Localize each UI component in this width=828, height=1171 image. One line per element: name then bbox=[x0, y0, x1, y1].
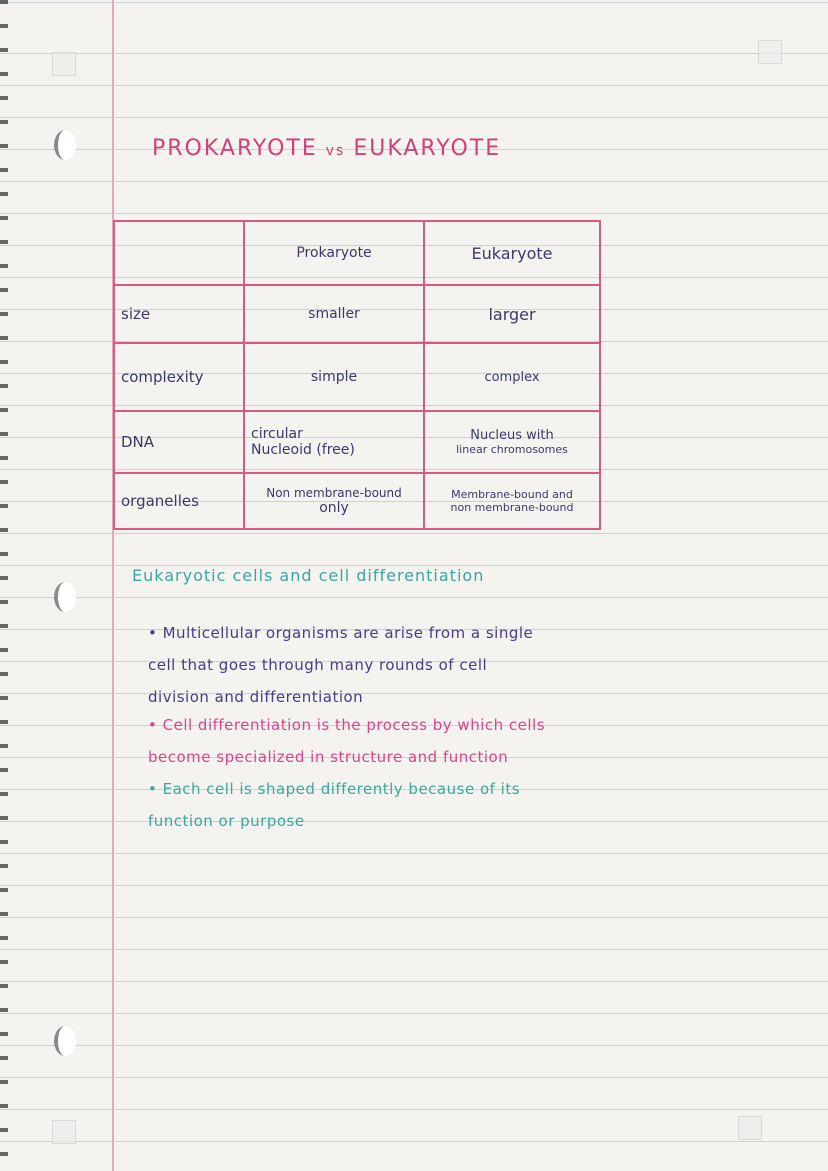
punch-hole bbox=[54, 130, 76, 160]
eukaryote-cell bbox=[424, 473, 600, 529]
comparison-table bbox=[113, 220, 601, 530]
column-header-eukaryote: Eukaryote bbox=[424, 221, 600, 285]
bullet-line: division and differentiation bbox=[148, 688, 364, 706]
cell-text: Membrane-bound and bbox=[451, 488, 573, 501]
cell-text: complex bbox=[484, 369, 540, 385]
cell-text: circular bbox=[251, 426, 303, 442]
row-label: organelles bbox=[114, 473, 244, 529]
title-left: PROKARYOTE bbox=[152, 136, 318, 161]
prokaryote-cell bbox=[244, 411, 424, 473]
cell-text: linear chromosomes bbox=[456, 443, 568, 456]
eukaryote-cell bbox=[424, 411, 600, 473]
section-heading: Eukaryotic cells and cell differentiation bbox=[132, 566, 485, 585]
prokaryote-cell bbox=[244, 473, 424, 529]
table-row bbox=[114, 285, 600, 343]
spiral-binding bbox=[0, 0, 8, 1171]
corner-mark-icon bbox=[52, 1120, 76, 1144]
title-right: EUKARYOTE bbox=[353, 136, 502, 161]
bullet-line: function or purpose bbox=[148, 812, 305, 830]
row-label: size bbox=[114, 285, 244, 343]
title-vs: vs bbox=[325, 143, 346, 159]
corner-mark-icon bbox=[758, 40, 782, 64]
bullet-line: • Each cell is shaped differently because of its bbox=[148, 780, 521, 798]
cell-text: only bbox=[319, 500, 349, 516]
margin-line bbox=[112, 0, 114, 1171]
corner-mark-icon bbox=[738, 1116, 762, 1140]
column-header-prokaryote: Prokaryote bbox=[244, 221, 424, 285]
row-label: complexity bbox=[114, 343, 244, 411]
cell-text: simple bbox=[310, 369, 358, 385]
table-row bbox=[114, 473, 600, 529]
cell-text: smaller bbox=[308, 306, 360, 322]
table-corner-cell bbox=[114, 221, 244, 285]
eukaryote-cell bbox=[424, 285, 600, 343]
page-title bbox=[152, 136, 501, 161]
cell-text: Nucleoid (free) bbox=[251, 442, 355, 458]
table-row bbox=[114, 343, 600, 411]
cell-text: larger bbox=[488, 304, 536, 324]
bullet-line: become specialized in structure and function bbox=[148, 748, 509, 766]
prokaryote-cell bbox=[244, 343, 424, 411]
bullet-line: cell that goes through many rounds of cell bbox=[148, 656, 488, 674]
eukaryote-cell bbox=[424, 343, 600, 411]
cell-text: non membrane-bound bbox=[450, 501, 574, 514]
cell-text: Non membrane-bound bbox=[266, 486, 402, 500]
bullet-line: • Cell differentiation is the process by which cells bbox=[148, 716, 546, 734]
row-label: DNA bbox=[114, 411, 244, 473]
prokaryote-cell bbox=[244, 285, 424, 343]
cell-text: Nucleus with bbox=[470, 428, 554, 443]
corner-mark-icon bbox=[52, 52, 76, 76]
bullet-line: • Multicellular organisms are arise from a single bbox=[148, 624, 534, 642]
table-header-row bbox=[114, 221, 600, 285]
punch-hole bbox=[54, 1026, 76, 1056]
table-row bbox=[114, 411, 600, 473]
punch-hole bbox=[54, 582, 76, 612]
